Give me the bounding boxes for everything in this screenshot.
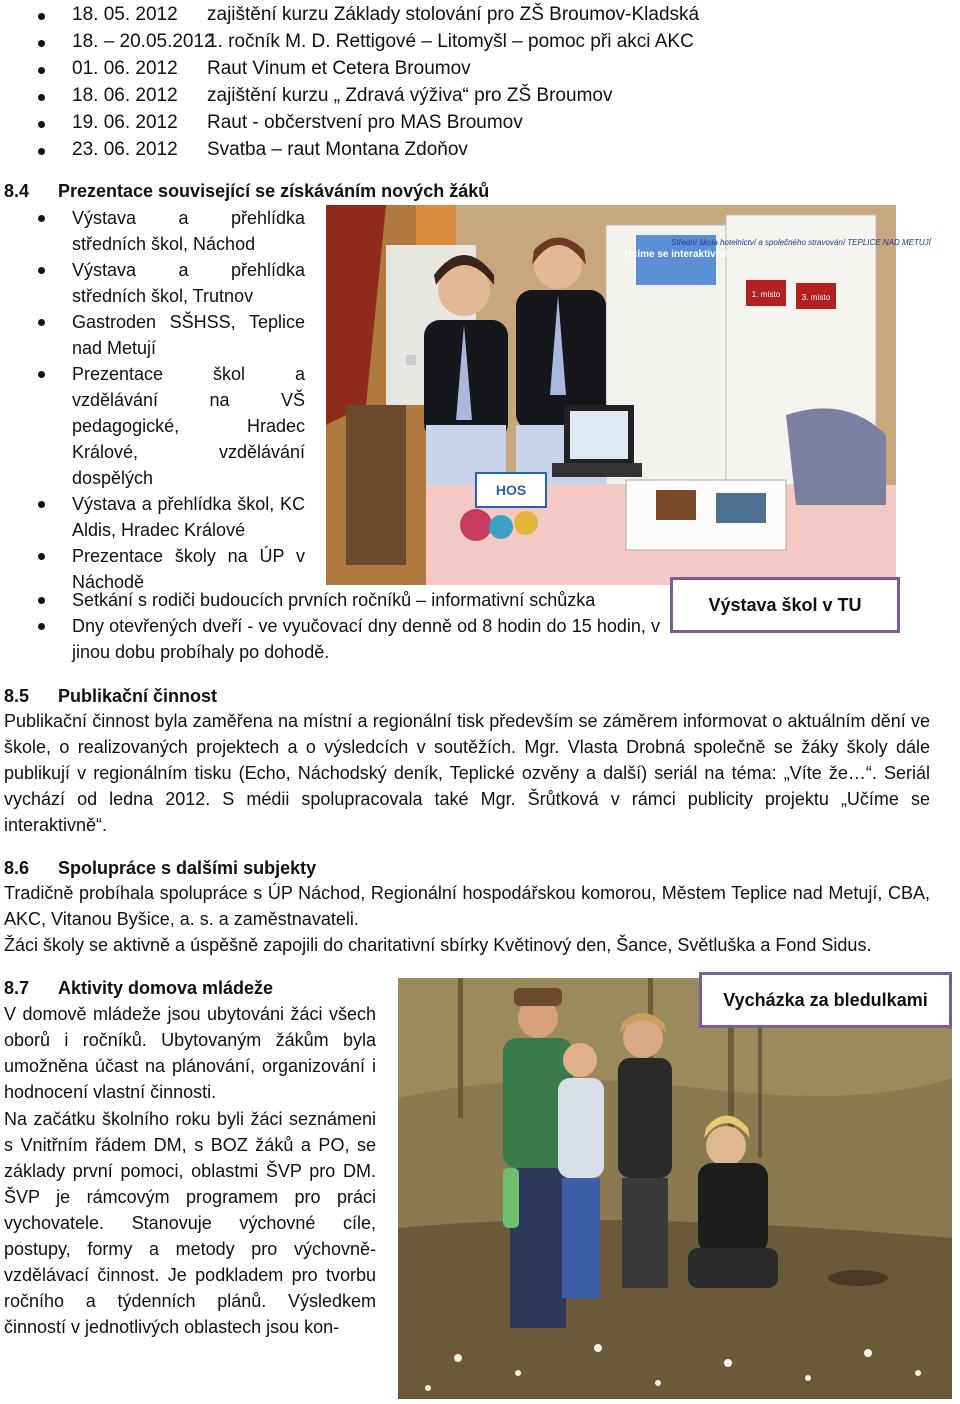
publication-paragraph: Publikační činnost byla zaměřena na místní a regionální tisk především se záměrem informovat o aktuálním dění ve škole, o realizovaných projektech a o výsledcích v soutěžích. Mgr. Vlasta Drobná společně se žáky školy dále publikují v regionálním tisku (Echo, Náchodský deník, Teplické ozvěny a další) seriál na téma: „Víte že…“. Seriál vychází od ledna 2012. S médii spolupracovala také Mgr. Šrůtková v rámci publicity projektu „Učíme se interaktivně“. [4,711,930,835]
presentation-list [0,205,305,595]
list-item: Výstava a přehlídka středních škol, Náchod [0,205,305,257]
charity-paragraph: Žáci školy se aktivně a úspěšně zapojili do charitativní sbírky Květinový den, Šance, Světluška a Fond Sidus. [4,935,872,955]
list-item: Gastroden SŠHSS, Teplice nad Metují [0,309,305,361]
section-8-5-heading: 8.5 Publikační činnost [4,686,218,706]
svg-text:1. místo: 1. místo [751,290,781,299]
walk-caption: Vycházka za bledulkami [699,972,952,1028]
svg-text:3. místo: 3. místo [801,293,831,302]
svg-text:Střední škola hotelnictví a sp: Střední škola hotelnictví a společného stravování TEPLICE NAD METUJÍ [671,238,931,247]
dormitory-paragraph-1: V domově mládeže jsou ubytováni žáci všech oborů i ročníků. Ubytovaným žákům byla umožněna účast na plánování, organizování i hodnocení vlastní činnosti. [4,1004,376,1102]
dormitory-paragraph-2: Na začátku školního roku byli žáci seznámeni s Vnitřním řádem DM, s BOZ žáků a PO, se základy první pomoci, oblastmi ŠVP pro DM. ŠVP je rámcovým programem pro práci vychovatele. Stanovuje výchovné cíle, postupy, formy a metody pro výchovně-vzdělávací činnost. Je podkladem pro tvorbu ročního a týdenních plánů. Výsledkem činností v jednotlivých oblastech jsou kon- [4,1109,376,1337]
list-item: Výstava a přehlídka škol, KC Aldis, Hradec Králové [0,491,305,543]
list-item: Výstava a přehlídka středních škol, Trutnov [0,257,305,309]
svg-text:HOS: HOS [495,482,527,498]
parents-list [0,587,660,665]
cooperation-paragraph: Tradičně probíhala spolupráce s ÚP Náchod, Regionální hospodářskou komorou, Městem Teplice nad Metují, CBA, AKC, Vitanou Byšice, a. s. a zaměstnavateli. [4,883,930,929]
section-8-7-heading: 8.7 Aktivity domova mládeže [4,978,274,998]
list-item: Dny otevřených dveří - ve vyučovací dny denně od 8 hodin do 15 hodin, v jinou dobu probíhaly po dohodě. [0,613,660,665]
list-item: Prezentace školy na ÚP v Náchodě [0,543,305,595]
list-item: Setkání s rodiči budoucích prvních ročníků – informativní schůzka [0,587,660,613]
exhibition-caption: Výstava škol v TU [670,577,900,633]
section-8-4-heading: 8.4 Prezentace související se získáváním nových žáků [4,181,490,201]
section-8-6-heading: 8.6 Spolupráce s dalšími subjekty [4,858,317,878]
walk-photo [398,978,952,1399]
list-item: Prezentace škol a vzdělávání na VŠ pedagogické, Hradec Králové, vzdělávání dospělých [0,361,305,491]
svg-text:Učíme se interaktivně: Učíme se interaktivně [624,249,728,260]
exhibition-photo-drawing [326,205,931,585]
walk-photo-drawing [398,978,952,1399]
exhibition-photo [326,205,931,585]
